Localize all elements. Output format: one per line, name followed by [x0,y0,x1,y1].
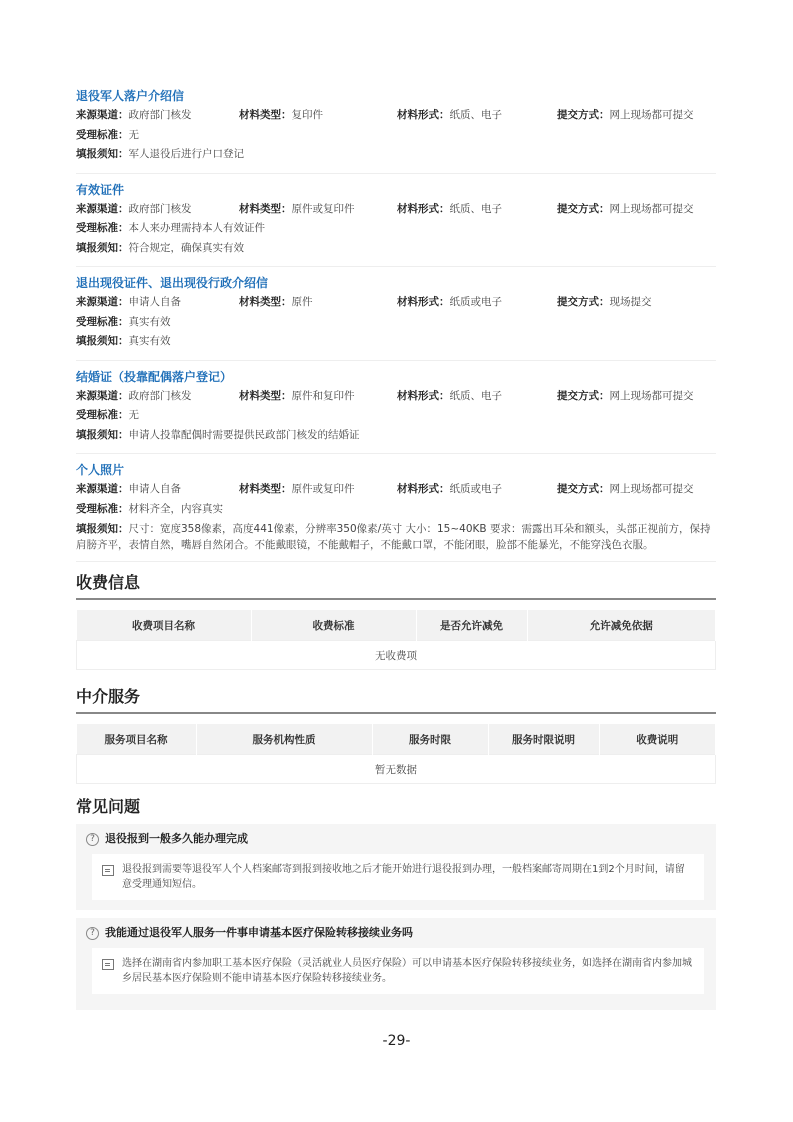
submit-value: 网上现场都可提交 [609,483,694,495]
document-icon [102,865,114,876]
table-header-row [77,610,716,641]
material-meta-row [76,293,716,313]
fees-section-title: 收费信息 [76,562,716,600]
standard-value: 材料齐全，内容真实 [128,502,223,515]
standard-row [76,219,716,239]
faq-answer-text: 选择在湖南省内参加职工基本医疗保险（灵活就业人员医疗保险）可以申请基本医疗保险转移接续业务，如选择在湖南省内参加城乡居民基本医疗保险则不能申请基本医疗保险转移接续业务。 [122,958,692,984]
agency-section-title: 中介服务 [76,676,716,714]
type-label: 材料类型： [239,389,292,402]
fees-table [76,610,716,670]
notice-row [76,426,716,446]
faq-answer [92,948,704,994]
standard-row [76,313,716,333]
notice-label: 填报须知： [76,335,129,347]
table-header: 服务项目名称 [77,724,197,755]
document-icon [102,959,114,970]
notice-value: 申请人投靠配偶时需要提供民政部门核发的结婚证 [128,428,360,441]
notice-value: 军人退役后进行户口登记 [128,148,244,160]
table-header: 收费标准 [251,610,416,641]
form-label: 材料形式： [397,483,450,495]
table-header: 是否允许减免 [416,610,527,641]
faq-answer-text: 退役报到需要等退役军人个人档案邮寄到报到接收地之后才能开始进行退役报到办理，一般档案邮寄周期在1到2个月时间，请留意受理通知短信。 [122,864,685,890]
material-item [76,80,716,174]
standard-label: 受理标准： [76,315,129,328]
material-title: 有效证件 [76,182,125,197]
table-header: 服务机构性质 [196,724,372,755]
table-header: 服务时限 [372,724,488,755]
source-label: 来源渠道： [76,296,129,308]
table-header: 收费说明 [599,724,716,755]
submit-label: 提交方式： [557,389,610,402]
agency-table [76,724,716,784]
material-title: 退役军人落户介绍信 [76,89,185,103]
type-label: 材料类型： [239,296,292,308]
standard-row [76,406,716,426]
form-label: 材料形式： [397,296,450,308]
material-meta-row [76,480,716,500]
material-title: 结婚证（投靠配偶落户登记） [76,369,233,384]
source-label: 来源渠道： [76,109,129,121]
notice-row [76,239,716,259]
page-content [76,80,716,1018]
standard-label: 受理标准： [76,502,129,515]
material-meta-row [76,387,716,407]
material-meta-row [76,200,716,220]
notice-label: 填报须知： [76,523,129,535]
form-label: 材料形式： [397,202,450,215]
empty-cell: 暂无数据 [77,755,716,784]
faq-item [76,918,716,1010]
standard-value: 无 [128,409,139,421]
form-label: 材料形式： [397,389,450,402]
material-item [76,454,716,562]
faq-question[interactable] [86,828,706,850]
notice-label: 填报须知： [76,241,129,254]
form-value: 纸质、电子 [449,389,502,402]
form-value: 纸质、电子 [449,109,502,121]
table-header: 收费项目名称 [77,610,252,641]
standard-label: 受理标准： [76,128,129,141]
standard-row [76,500,716,520]
notice-row [76,332,716,352]
type-value: 复印件 [291,109,323,121]
table-row [77,641,716,670]
submit-label: 提交方式： [557,109,610,121]
table-header: 允许减免依据 [527,610,716,641]
table-header-row [77,724,716,755]
source-value: 申请人自备 [128,483,181,495]
source-value: 政府部门核发 [128,202,192,215]
table-header: 服务时限说明 [488,724,599,755]
form-value: 纸质、电子 [449,202,502,215]
table-row [77,755,716,784]
type-label: 材料类型： [239,202,292,215]
type-label: 材料类型： [239,483,292,495]
standard-label: 受理标准： [76,409,129,421]
material-item [76,361,716,455]
notice-value: 真实有效 [128,335,171,347]
question-icon: ? [86,927,99,940]
material-title: 个人照片 [76,463,125,477]
notice-row [76,519,716,553]
submit-label: 提交方式： [557,296,610,308]
source-value: 申请人自备 [128,296,181,308]
notice-value: 符合规定，确保真实有效 [128,241,244,254]
source-value: 政府部门核发 [128,389,192,402]
submit-value: 现场提交 [609,296,652,308]
source-label: 来源渠道： [76,483,129,495]
faq-question-text: 退役报到一般多久能办理完成 [105,832,248,845]
form-value: 纸质或电子 [449,483,502,495]
submit-label: 提交方式： [557,483,610,495]
faq-answer [92,854,704,900]
page-number: -29- [382,1033,411,1049]
notice-value: 尺寸：宽度358像素，高度441像素，分辨率350像素/英寸 大小：15~40KB 要求：需露出耳朵和额头，头部正视前方，保持肩膀齐平，表情自然，嘴唇自然闭合。不能戴眼镜，不能戴帽子，不能戴口罩，不能闭眼，脸部不能暴光，不能穿浅色衣服。 [76,523,711,551]
type-label: 材料类型： [239,109,292,121]
material-item [76,174,716,268]
material-item [76,267,716,361]
source-value: 政府部门核发 [128,109,192,121]
standard-row [76,126,716,146]
submit-label: 提交方式： [557,202,610,215]
standard-value: 无 [128,128,139,141]
faq-section-title: 常见问题 [76,797,141,816]
notice-label: 填报须知： [76,148,129,160]
notice-row [76,145,716,165]
faq-question-text: 我能通过退役军人服务一件事申请基本医疗保险转移接续业务吗 [105,926,413,939]
source-label: 来源渠道： [76,389,129,402]
form-value: 纸质或电子 [449,296,502,308]
submit-value: 网上现场都可提交 [609,202,694,215]
submit-value: 网上现场都可提交 [609,109,694,121]
notice-label: 填报须知： [76,428,129,441]
material-meta-row [76,106,716,126]
material-title: 退出现役证件、退出现役行政介绍信 [76,276,269,290]
type-value: 原件 [291,296,313,308]
submit-value: 网上现场都可提交 [609,389,694,402]
source-label: 来源渠道： [76,202,129,215]
standard-value: 本人来办理需持本人有效证件 [128,222,265,234]
standard-label: 受理标准： [76,222,129,234]
question-icon: ? [86,833,99,846]
faq-item [76,824,716,910]
type-value: 原件或复印件 [291,483,355,495]
standard-value: 真实有效 [128,315,171,328]
type-value: 原件和复印件 [291,389,355,402]
faq-question[interactable] [86,922,706,944]
form-label: 材料形式： [397,109,450,121]
type-value: 原件或复印件 [291,202,355,215]
empty-cell: 无收费项 [77,641,716,670]
